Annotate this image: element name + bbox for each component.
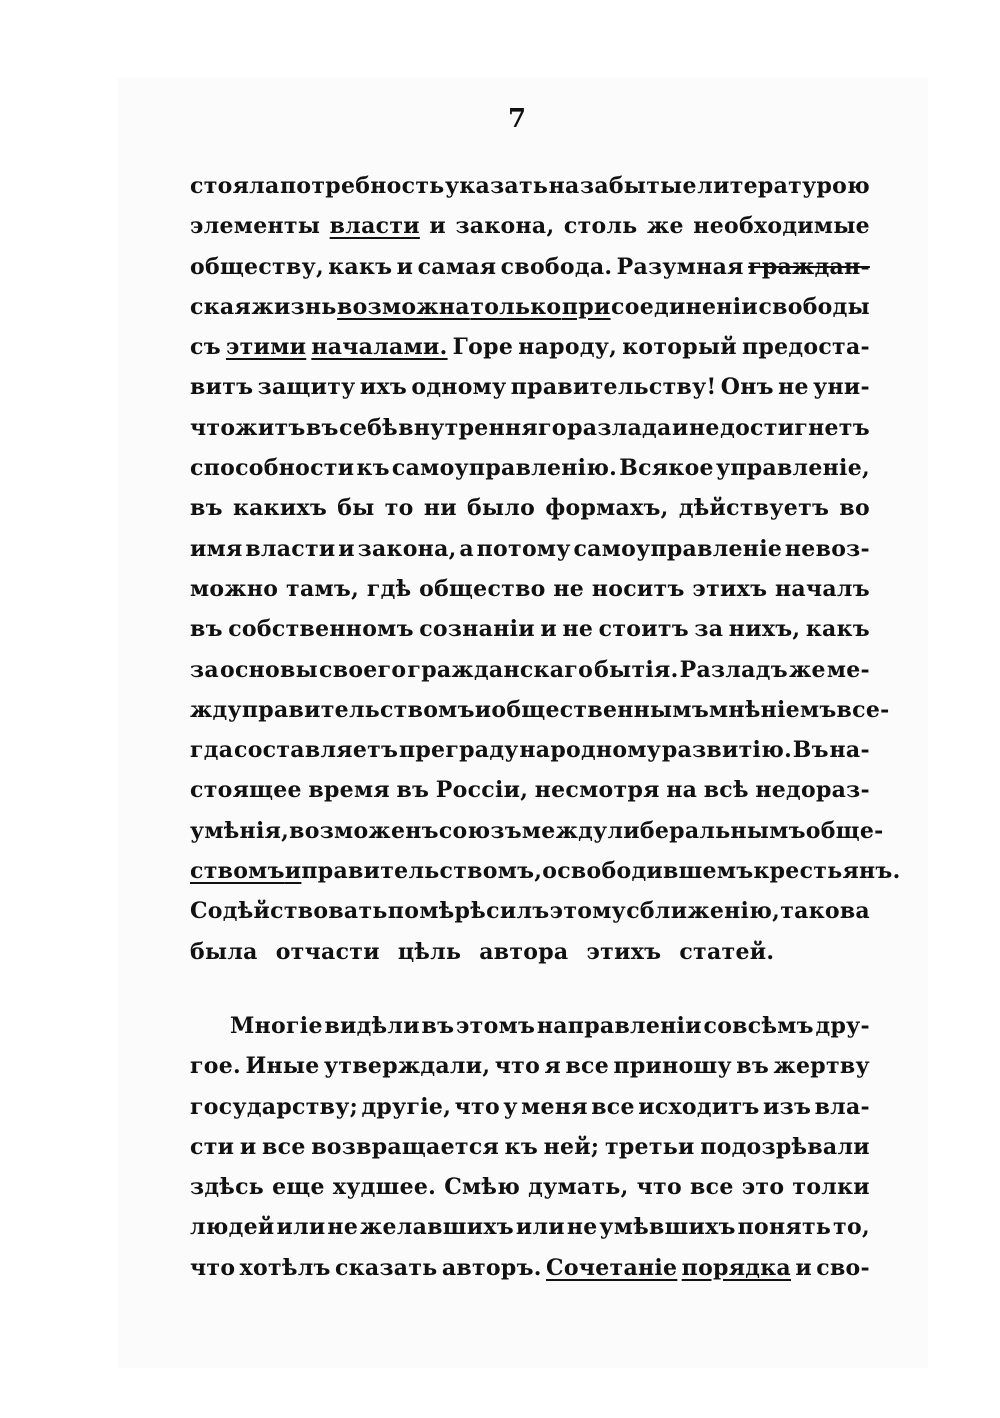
word: этими <box>225 334 307 361</box>
word: обще- <box>805 817 884 844</box>
word: Въ <box>792 737 829 764</box>
word: другiе, <box>361 1093 452 1120</box>
word: потому <box>476 535 571 562</box>
word: Смѣю <box>444 1174 521 1201</box>
word: что <box>636 1174 682 1201</box>
word: дру- <box>815 1013 870 1039</box>
word: управленiе, <box>715 455 870 482</box>
word: ихъ <box>359 374 408 401</box>
word: за <box>694 616 724 643</box>
word: была <box>190 938 258 965</box>
word: не <box>566 1214 598 1241</box>
word: несмотря <box>534 777 660 804</box>
word: видѣли <box>324 1013 420 1039</box>
word: Многiе <box>230 1013 323 1039</box>
text-line <box>190 1006 870 1046</box>
word: гдѣ <box>366 575 412 602</box>
word: въ <box>736 1053 770 1080</box>
word: что <box>190 1254 236 1281</box>
word: и <box>396 253 414 280</box>
word: къ <box>504 1133 539 1160</box>
word: закона, <box>357 535 457 562</box>
word: между <box>521 817 608 844</box>
word: какъ <box>328 253 393 280</box>
word: нихъ, <box>728 616 801 643</box>
word: не <box>562 616 594 643</box>
word: и <box>474 696 492 723</box>
page-number: 7 <box>508 104 527 134</box>
word: свободы <box>758 293 870 320</box>
paragraph-1 <box>190 166 901 972</box>
word: правительствомъ, <box>301 858 543 885</box>
word: мнѣнiемъ <box>709 696 837 723</box>
word: такова <box>780 898 870 925</box>
word: гое. <box>190 1053 242 1080</box>
word: въ <box>190 495 223 522</box>
word: невоз- <box>784 535 870 562</box>
text-line <box>190 529 870 569</box>
word: все <box>262 1133 306 1160</box>
text-line <box>190 690 890 730</box>
word: достигнетъ <box>720 414 870 441</box>
word: все <box>690 1174 734 1201</box>
word: худшее. <box>332 1174 437 1201</box>
word: направленiи <box>536 1013 702 1039</box>
word: Сочетанiе <box>546 1254 678 1281</box>
word: чтожитъ <box>190 414 306 441</box>
word: преграду <box>398 737 519 764</box>
word: имя <box>190 535 243 562</box>
word: правительству! <box>510 374 717 401</box>
text-line <box>190 770 870 810</box>
word: народу, <box>518 334 618 361</box>
word: совсѣмъ <box>703 1013 814 1039</box>
word: стояла <box>190 173 280 199</box>
text-line <box>190 247 870 287</box>
word: возможна <box>337 293 470 320</box>
word: на- <box>829 737 870 764</box>
word: что <box>454 1093 500 1120</box>
word: граждан- <box>748 253 870 280</box>
word: правительствомъ <box>241 696 475 723</box>
word: время <box>308 777 390 804</box>
text-line <box>190 166 870 206</box>
word: людей <box>190 1214 275 1241</box>
word: литературою <box>697 173 870 199</box>
word: основы <box>219 656 318 683</box>
word: во <box>839 495 870 522</box>
word: этому <box>549 898 627 925</box>
text-line <box>190 1046 870 1086</box>
word: и <box>671 414 689 441</box>
text-line <box>190 408 870 448</box>
word: соединенiи <box>611 293 758 320</box>
word: третьи <box>604 1133 695 1160</box>
word: силъ <box>486 898 550 925</box>
word: внутренняго <box>398 414 567 441</box>
text-line <box>190 1167 870 1207</box>
word: желавшихъ <box>360 1214 514 1241</box>
word: способности <box>190 455 355 482</box>
word: Онъ <box>720 374 774 401</box>
word: этомъ <box>455 1013 536 1039</box>
word: по <box>387 898 420 925</box>
word: у <box>503 1093 518 1120</box>
text-line <box>190 730 870 770</box>
word: еще <box>272 1174 325 1201</box>
word: самая <box>417 253 497 280</box>
word: жертву <box>773 1053 870 1080</box>
text-line <box>190 327 870 367</box>
word: крестьянъ. <box>753 858 901 885</box>
word: народному <box>519 737 662 764</box>
text-line <box>190 1207 870 1247</box>
text-line <box>190 1087 870 1127</box>
word: въ <box>421 1013 455 1039</box>
word: это <box>741 1174 785 1201</box>
word: приношу <box>613 1053 732 1080</box>
word: къ <box>356 455 390 482</box>
word: сти <box>190 1133 235 1160</box>
text-line <box>190 1248 870 1288</box>
word: ни <box>423 495 457 522</box>
word: Россiи, <box>435 777 529 804</box>
word: не <box>689 414 720 441</box>
word: одному <box>411 374 507 401</box>
word: себѣ <box>339 414 398 441</box>
word: исходитъ <box>638 1093 760 1120</box>
word: предоста- <box>742 334 870 361</box>
text-line <box>190 650 870 690</box>
word: витъ <box>190 374 254 401</box>
word: свобода. <box>500 253 613 280</box>
word: Горе <box>452 334 514 361</box>
word: обществу, <box>190 253 324 280</box>
word: вла- <box>814 1093 870 1120</box>
word: разлада <box>567 414 672 441</box>
paragraph-2 <box>190 1006 870 1288</box>
word: государству; <box>190 1093 359 1120</box>
word: мѣрѣ <box>419 898 486 925</box>
word: самоуправленiю. <box>391 455 618 482</box>
word: дѣйствуетъ <box>678 495 830 522</box>
word: то, <box>833 1214 870 1241</box>
word: все <box>565 1053 610 1080</box>
word: понять <box>737 1214 832 1241</box>
word: было <box>467 495 536 522</box>
word: Содѣйствовать <box>190 898 388 925</box>
word: меня <box>521 1093 588 1120</box>
word: составляетъ <box>234 737 399 764</box>
word: на <box>666 777 698 804</box>
word: что <box>494 1053 541 1080</box>
word: возвращается <box>311 1133 500 1160</box>
word: жизнь <box>251 293 337 320</box>
word: а <box>459 535 474 562</box>
word: Иные <box>245 1053 320 1080</box>
word: и <box>338 535 355 562</box>
word: ней; <box>543 1133 600 1160</box>
word: либеральнымъ <box>607 817 806 844</box>
word: толки <box>792 1174 870 1201</box>
word: носитъ <box>591 575 685 602</box>
word: этихъ <box>586 938 662 965</box>
word: думать, <box>528 1174 629 1201</box>
word: общество <box>419 575 546 602</box>
word: или <box>276 1214 326 1241</box>
word: который <box>622 334 737 361</box>
word: забытые <box>580 173 697 199</box>
word: въ <box>190 616 223 643</box>
word: же <box>647 213 684 240</box>
text-line <box>190 851 901 891</box>
word: всѣ <box>703 777 749 804</box>
text-line <box>190 811 884 851</box>
word: возможенъ <box>289 817 439 844</box>
word: защиту <box>257 374 356 401</box>
word: цѣль <box>397 938 462 965</box>
word: закона, <box>455 213 555 240</box>
word: самоуправленiе <box>573 535 783 562</box>
word: какихъ <box>232 495 328 522</box>
word: то <box>384 495 414 522</box>
word: или <box>515 1214 565 1241</box>
text-line <box>190 891 870 931</box>
word: же <box>788 656 826 683</box>
word: все- <box>836 696 890 723</box>
word: стоящее <box>190 777 302 804</box>
word: съ <box>190 334 221 361</box>
word: власти <box>329 213 420 240</box>
word: собственномъ <box>228 616 414 643</box>
word: только <box>470 293 562 320</box>
word: можно <box>190 575 279 602</box>
word: умѣнiя, <box>190 817 290 844</box>
word: формахъ, <box>545 495 669 522</box>
word: власти <box>245 535 336 562</box>
word: хотѣлъ <box>239 1254 331 1281</box>
text-line <box>190 206 870 246</box>
word: недораз- <box>755 777 870 804</box>
word: гражданскаго <box>407 656 594 683</box>
word: статей. <box>679 938 775 965</box>
word: и <box>795 1254 812 1281</box>
text-line <box>190 448 870 488</box>
word: за <box>190 656 219 683</box>
text-line <box>190 287 870 327</box>
word: при <box>561 293 611 320</box>
word: утверждали, <box>324 1053 491 1080</box>
word: я <box>544 1053 562 1080</box>
word: авторъ. <box>441 1254 542 1281</box>
text-line <box>190 367 870 407</box>
word: порядка <box>681 1254 791 1281</box>
word: какъ <box>805 616 870 643</box>
text-line <box>190 1127 870 1167</box>
word: общественнымъ <box>491 696 709 723</box>
word: необходимые <box>693 213 870 240</box>
word: не <box>778 374 809 401</box>
word: гда <box>190 737 234 764</box>
word: сво- <box>816 1254 870 1281</box>
word: подозрѣвали <box>700 1133 870 1160</box>
word: началъ <box>775 575 870 602</box>
word: автора <box>479 938 569 965</box>
word: не <box>327 1214 359 1241</box>
word: союзъ <box>438 817 522 844</box>
word: указать <box>444 173 549 199</box>
word: жду <box>190 696 242 723</box>
text-line <box>190 609 870 649</box>
word: здѣсь <box>190 1174 264 1201</box>
word: въ <box>396 777 430 804</box>
word: началами. <box>311 334 448 361</box>
word: стоитъ <box>598 616 689 643</box>
word: не <box>553 575 585 602</box>
word: ме- <box>826 656 870 683</box>
word: и <box>239 1133 257 1160</box>
word: изъ <box>763 1093 812 1120</box>
word: отчасти <box>275 938 380 965</box>
word: и <box>284 858 302 885</box>
word: на <box>548 173 580 199</box>
word: бытiя. <box>594 656 679 683</box>
word: ствомъ <box>190 858 285 885</box>
word: все <box>591 1093 635 1120</box>
word: столь <box>563 213 638 240</box>
word: сближенiю, <box>626 898 781 925</box>
text-line <box>190 569 870 609</box>
word: своего <box>319 656 407 683</box>
text-line <box>190 932 870 972</box>
word: элементы <box>190 213 321 240</box>
word: Разладъ <box>679 656 788 683</box>
word: и <box>429 213 446 240</box>
word: тамъ, <box>286 575 360 602</box>
word: сознанiи <box>419 616 535 643</box>
text-line <box>190 488 870 528</box>
word: Разумная <box>616 253 744 280</box>
word: уни- <box>813 374 870 401</box>
word: въ <box>305 414 339 441</box>
word: ская <box>190 293 251 320</box>
word: этихъ <box>692 575 768 602</box>
word: умѣвшихъ <box>599 1214 736 1241</box>
word: развитiю. <box>661 737 793 764</box>
word: потребность <box>279 173 445 199</box>
word: бы <box>337 495 375 522</box>
word: Всякое <box>619 455 714 482</box>
word: сказать <box>335 1254 438 1281</box>
word: и <box>540 616 557 643</box>
word: освободившемъ <box>542 858 754 885</box>
